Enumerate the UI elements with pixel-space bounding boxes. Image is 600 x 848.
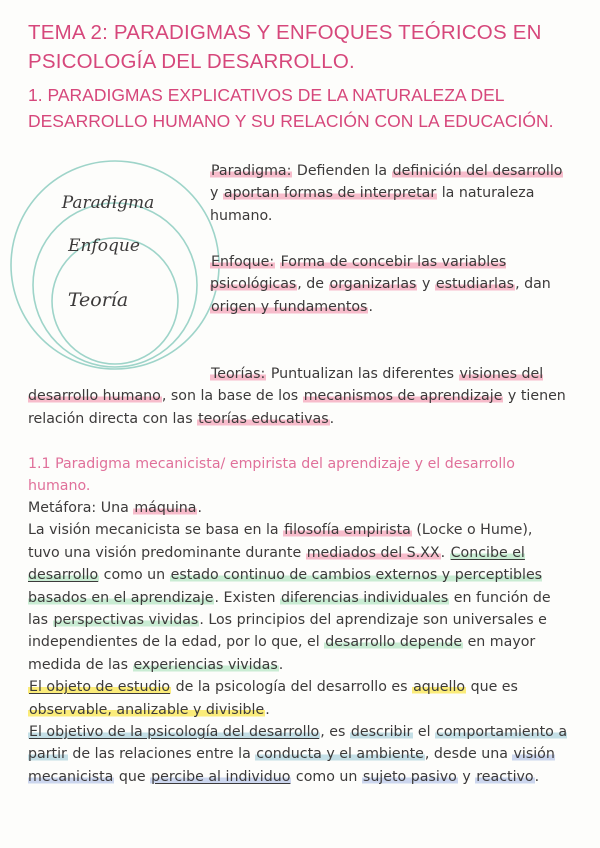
teorias-definition: Teorías: Puntualizan las diferentes visiones del desarrollo humano, son la base de los mecanismos de aprendizaje y tienen relación directa con las teorías educativas. bbox=[28, 366, 566, 427]
page-title: TEMA 2: PARADIGMAS Y ENFOQUES TEÓRICOS EN PSICOLOGÍA DEL DESARROLLO. bbox=[28, 21, 542, 73]
enfoque-definition: Enfoque: Forma de concebir las variables psicológicas, de organizarlas y estudiarlas, dan origen y fundamentos. bbox=[210, 254, 551, 315]
diagram-label-paradigma: Paradigma bbox=[61, 193, 155, 213]
paragraph-objetivo: El objetivo de la psicología del desarrollo, es describir el comportamiento a partir de las relaciones entre la conducta y el ambiente, desde una visión mecanicista que percibe al individuo como un sujeto pasivo y reactivo. bbox=[28, 724, 568, 785]
section-heading: 1. PARADIGMAS EXPLICATIVOS DE LA NATURALEZA DEL DESARROLLO HUMANO Y SU RELACIÓN CON LA EDUCACIÓN. bbox=[28, 85, 554, 131]
teorias-term: Teorías: bbox=[211, 366, 266, 382]
enfoque-term: Enfoque: bbox=[211, 254, 275, 270]
paradigma-term: Paradigma: bbox=[211, 163, 292, 179]
diagram-label-teoria: Teoría bbox=[67, 289, 129, 311]
section-body bbox=[28, 497, 568, 788]
paragraph-vision: La visión mecanicista se basa en la filosofía empirista (Locke o Hume), tuvo una visión predominante durante mediados del S.XX. Concibe el desarrollo como un estado continuo de cambios externos y perceptibles basados en el aprendizaje. Existen diferencias individuales en función de las perspectivas vividas. Los principios del aprendizaje son universales e independientes de la edad, por lo que, el desarrollo depende en mayor medida de las experiencias vividas. bbox=[28, 522, 551, 673]
paragraph-objeto: El objeto de estudio de la psicología del desarrollo es aquello que es observable, analizable y divisible. bbox=[29, 679, 518, 718]
subsection-heading: 1.1 Paradigma mecanicista/ empirista del aprendizaje y el desarrollo humano. bbox=[28, 456, 515, 494]
metafora-line: Metáfora: Una máquina. bbox=[28, 500, 202, 516]
nested-circles-diagram bbox=[8, 158, 223, 373]
enfoque-circle bbox=[33, 203, 197, 367]
paradigma-definition: Paradigma: Defienden la definición del desarrollo y aportan formas de interpretar la naturaleza humano. bbox=[210, 163, 563, 224]
diagram-label-enfoque: Enfoque bbox=[68, 236, 140, 256]
